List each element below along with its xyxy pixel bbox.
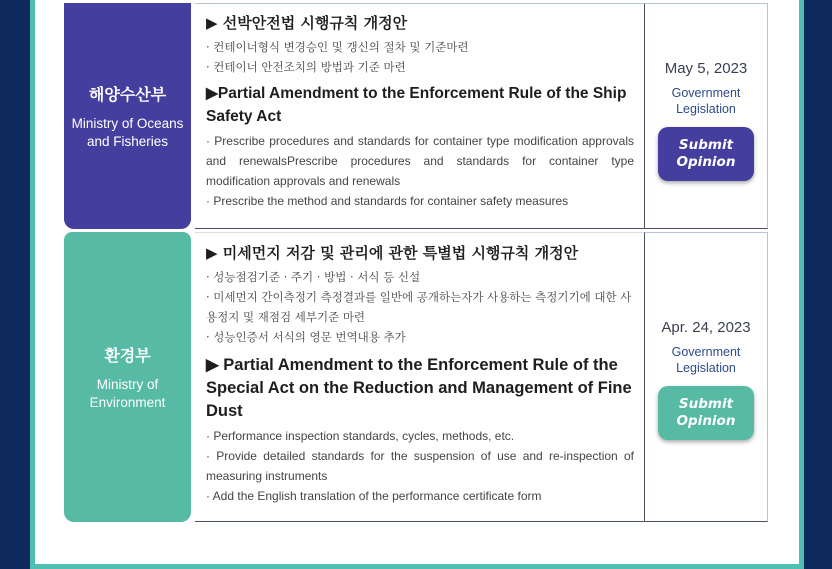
title-ko: ▶ 미세먼지 저감 및 관리에 관한 특별법 시행규칙 개정안 [206, 244, 579, 262]
submit-opinion-button[interactable]: Submit Opinion [658, 386, 754, 440]
bullet-en: · Performance inspection standards, cycles, methods, etc. [206, 429, 515, 443]
legislation-meta [644, 232, 768, 522]
title-en: ▶ Partial Amendment to the Enforcement Rule of the Special Act on the Reduction and Management of Fine Dust [206, 356, 632, 420]
date: May 5, 2023 [664, 59, 748, 77]
legislation-content [195, 3, 644, 229]
bullet-en: · Provide detailed standards for the suspension of use and re-inspection of measuring instruments [206, 449, 634, 483]
date: Apr. 24, 2023 [661, 318, 751, 336]
legislation-meta [644, 3, 768, 229]
ministry-name-en: Ministry of Environment [89, 376, 166, 410]
ministry-badge [64, 3, 191, 229]
legislation-content [195, 232, 644, 522]
category: Government Legislation [671, 85, 741, 116]
bullet-ko: · 성능인증서 서식의 영문 번역내용 추가 [206, 330, 406, 344]
title-en: ▶Partial Amendment to the Enforcement Rule of the Ship Safety Act [206, 85, 627, 125]
submit-opinion-button[interactable]: Submit Opinion [658, 127, 754, 181]
bullet-en: · Add the English translation of the performance certificate form [206, 489, 542, 503]
bullet-ko: · 성능점검기준 · 주기 · 방법 · 서식 등 신설 [206, 270, 421, 284]
ministry-badge [64, 232, 191, 522]
ministry-name-ko: 해양수산부 [88, 84, 167, 104]
bullet-en: · Prescribe the method and standards for container safety measures [206, 194, 569, 208]
bullet-en: · Prescribe procedures and standards for container type modification approvals and renewalsPrescribe procedures and standards for container type modification approvals and renewals [206, 134, 634, 188]
bullet-ko: · 미세먼지 간이측정기 측정결과를 일반에 공개하는자가 사용하는 측정기기에 대한 사용정지 및 재점검 세부기준 마련 [206, 290, 632, 324]
ministry-name-en: Ministry of Oceans and Fisheries [71, 115, 184, 149]
bullet-ko: · 컨테이너형식 변경승인 및 갱신의 절차 및 기준마련 [206, 40, 469, 54]
ministry-name-ko: 환경부 [104, 345, 151, 365]
title-ko: ▶ 선박안전법 시행규칙 개정안 [206, 14, 408, 32]
bullet-ko: · 컨테이너 안전조치의 방법과 기준 마련 [206, 60, 406, 74]
legislation-row [64, 232, 768, 522]
legislation-row [64, 3, 768, 229]
category: Government Legislation [671, 344, 741, 375]
